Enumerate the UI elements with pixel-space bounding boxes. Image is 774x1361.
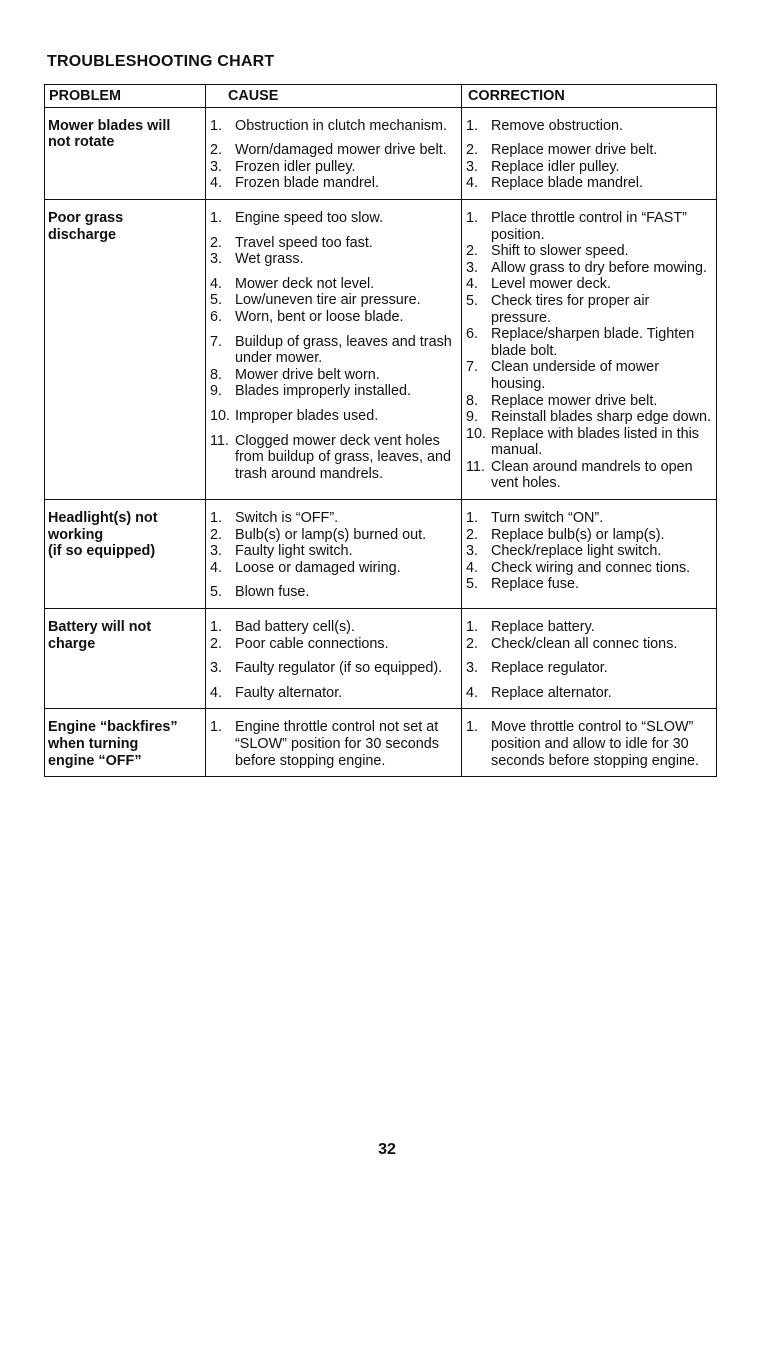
item-number: 3. [210,543,223,560]
cause-item [206,334,461,367]
problem-text: not rotate [48,134,115,151]
cause-item [206,159,461,176]
item-number: 1. [210,117,223,134]
correction-item [462,636,716,653]
item-number: 3. [210,660,223,677]
cause-text: Low/uneven tire air pressure. [235,292,421,309]
correction-item [462,459,716,492]
correction-cell [462,500,717,609]
item-number: 3. [466,543,479,560]
item-number: 2. [466,142,479,159]
cause-text: Poor cable connections. [235,635,389,652]
correction-text: Replace bulb(s) or lamp(s). [491,526,665,543]
cause-text: Bad battery cell(s). [235,619,355,636]
problem-cell [45,709,206,777]
cause-text: Faulty alternator. [235,684,343,701]
cause-item [206,584,461,601]
item-number: 1. [466,619,479,636]
correction-text: Replace regulator. [491,660,608,677]
correction-item [462,175,716,192]
correction-item [462,393,716,410]
problem-column-header: PROBLEM [45,85,206,108]
correction-text: Replace battery. [491,619,595,636]
item-number: 8. [210,366,223,383]
correction-column-header: CORRECTION [462,85,717,108]
item-number: 3. [466,259,479,276]
item-number: 8. [466,392,479,409]
cause-text: Worn, bent or loose blade. [235,308,404,325]
cause-item [206,543,461,560]
item-number: 2. [466,243,479,260]
correction-text: Shift to slower speed. [491,243,629,260]
cause-cell [206,500,462,609]
correction-item [462,326,716,359]
cause-item [206,408,461,425]
correction-text: Replace fuse. [491,576,579,593]
item-number: 7. [210,333,223,350]
correction-text: Place throttle control in “FAST” position. [491,209,687,243]
correction-text: Replace idler pulley. [491,158,620,175]
cause-cell [206,609,462,709]
page-number: 32 [378,1141,396,1158]
cause-item [206,383,461,400]
correction-item [462,560,716,577]
cause-item [206,685,461,702]
correction-item [462,359,716,392]
item-number: 1. [466,117,479,134]
item-number: 4. [210,559,223,576]
item-number: 9. [466,409,479,426]
cause-text: Engine throttle control not set at “SLOW” position for 30 seconds before stopping engine. [235,719,439,769]
cause-item [206,235,461,252]
item-number: 4. [210,684,223,701]
table-row [45,107,717,199]
item-number: 10. [210,407,231,424]
problem-text: when turning [48,736,139,752]
cause-item [206,175,461,192]
table-row [45,500,717,609]
correction-text: Replace with blades listed in this manual. [491,425,699,459]
item-number: 2. [210,234,223,251]
table-row [45,709,717,777]
item-number: 3. [210,158,223,175]
cause-text: Mower drive belt worn. [235,366,380,383]
correction-item [462,510,716,527]
cause-text: Frozen blade mandrel. [235,175,379,192]
correction-item [462,293,716,326]
correction-text: Replace mower drive belt. [491,142,658,159]
item-number: 1. [466,209,479,226]
item-number: 3. [466,660,479,677]
correction-item [462,159,716,176]
item-number: 4. [466,276,479,293]
cause-text: Frozen idler pulley. [235,158,356,175]
item-number: 9. [210,383,223,400]
cause-cell [206,709,462,777]
item-number: 1. [210,719,223,736]
correction-item [462,276,716,293]
item-number: 4. [466,559,479,576]
problem-text: charge [48,635,96,652]
correction-item [462,426,716,459]
cause-item [206,367,461,384]
correction-item [462,409,716,426]
problem-text: Engine “backfires” [48,719,178,736]
cause-cell [206,199,462,499]
cause-item [206,527,461,544]
problem-text: discharge [48,226,116,243]
problem-text: Battery will not [48,619,152,636]
cause-column-header: CAUSE [206,85,462,108]
table-header-row [45,85,717,108]
correction-item [462,685,716,702]
correction-text: Replace/sharpen blade. Tighten blade bolt. [491,326,695,359]
cause-text: Wet grass. [235,251,304,268]
item-number: 5. [466,576,479,593]
cause-item [206,292,461,309]
correction-item [462,142,716,159]
item-number: 2. [466,526,479,543]
item-number: 1. [210,510,223,527]
item-number: 5. [210,584,223,601]
cause-text: Worn/damaged mower drive belt. [235,142,447,159]
correction-text: Move throttle control to “SLOW” position and allow to idle for 30 seconds before stopping engine. [491,719,700,769]
item-number: 3. [466,158,479,175]
problem-cell [45,500,206,609]
item-number: 1. [210,619,223,636]
table-row [45,609,717,709]
item-number: 6. [210,308,223,325]
item-number: 6. [466,326,479,343]
problem-text: Mower blades will [48,117,171,134]
correction-item [462,527,716,544]
problem-text: Headlight(s) not [48,510,158,527]
item-number: 2. [210,635,223,652]
correction-cell [462,199,717,499]
correction-text: Replace blade mandrel. [491,175,643,192]
correction-text: Clean underside of mower housing. [491,359,659,392]
problem-cell [45,107,206,199]
table-row [45,199,717,499]
item-number: 2. [210,142,223,159]
cause-text: Blown fuse. [235,584,310,601]
cause-text: Clogged mower deck vent holes from buildup of grass, leaves, and trash around mandrels. [235,432,451,482]
problem-text: engine “OFF” [48,752,142,769]
problem-cell [45,199,206,499]
cause-item [206,619,461,636]
table-body [45,107,717,777]
correction-cell [462,609,717,709]
correction-cell [462,709,717,777]
cause-item [206,276,461,293]
correction-text: Remove obstruction. [491,117,623,134]
cause-item [206,309,461,326]
cause-text: Buildup of grass, leaves and trash under mower. [235,333,452,367]
cause-text: Obstruction in clutch mechanism. [235,117,447,134]
correction-item [462,719,716,769]
item-number: 4. [210,275,223,292]
correction-item [462,118,716,135]
page-title: TROUBLESHOOTING CHART [47,53,275,70]
cause-item [206,719,461,769]
correction-item [462,543,716,560]
correction-cell [462,107,717,199]
cause-text: Engine speed too slow. [235,209,384,226]
cause-text: Travel speed too fast. [235,234,373,251]
cause-text: Improper blades used. [235,407,379,424]
item-number: 5. [466,292,479,309]
cause-item [206,251,461,268]
correction-text: Level mower deck. [491,276,611,293]
item-number: 11. [466,458,485,475]
item-number: 7. [466,359,479,376]
troubleshooting-table [44,84,717,777]
cause-text: Faulty light switch. [235,543,353,560]
cause-item [206,660,461,677]
item-number: 1. [466,510,479,527]
correction-item [462,660,716,677]
item-number: 11. [210,432,229,449]
cause-item [206,118,461,135]
correction-text: Replace alternator. [491,684,612,701]
problem-text: working [48,526,104,543]
problem-text: (if so equipped) [48,543,156,560]
correction-text: Check/clean all connec tions. [491,635,678,652]
correction-text: Reinstall blades sharp edge down. [491,409,711,426]
cause-item [206,636,461,653]
correction-item [462,243,716,260]
correction-text: Clean around mandrels to open vent holes. [491,458,693,492]
correction-text: Turn switch “ON”. [491,510,604,527]
cause-item [206,433,461,483]
problem-text: Poor grass [48,209,124,226]
cause-text: Mower deck not level. [235,275,375,292]
correction-text: Replace mower drive belt. [491,392,658,409]
correction-item [462,210,716,243]
item-number: 4. [466,175,479,192]
item-number: 5. [210,292,223,309]
item-number: 4. [466,684,479,701]
item-number: 2. [466,635,479,652]
correction-item [462,619,716,636]
item-number: 4. [210,175,223,192]
item-number: 1. [210,209,223,226]
cause-text: Faulty regulator (if so equipped). [235,660,443,677]
correction-text: Allow grass to dry before mowing. [491,259,707,276]
cause-text: Loose or damaged wiring. [235,559,401,576]
cause-item [206,560,461,577]
item-number: 1. [466,719,479,736]
cause-text: Bulb(s) or lamp(s) burned out. [235,526,427,543]
cause-text: Switch is “OFF”. [235,510,339,527]
problem-cell [45,609,206,709]
cause-item [206,510,461,527]
item-number: 2. [210,526,223,543]
item-number: 3. [210,251,223,268]
correction-item [462,576,716,593]
cause-item [206,142,461,159]
correction-text: Check tires for proper air pressure. [491,292,650,326]
cause-item [206,210,461,227]
correction-text: Check/replace light switch. [491,543,662,560]
cause-text: Blades improperly installed. [235,383,411,400]
correction-text: Check wiring and connec tions. [491,559,691,576]
correction-item [462,260,716,277]
cause-cell [206,107,462,199]
item-number: 10. [466,425,487,442]
